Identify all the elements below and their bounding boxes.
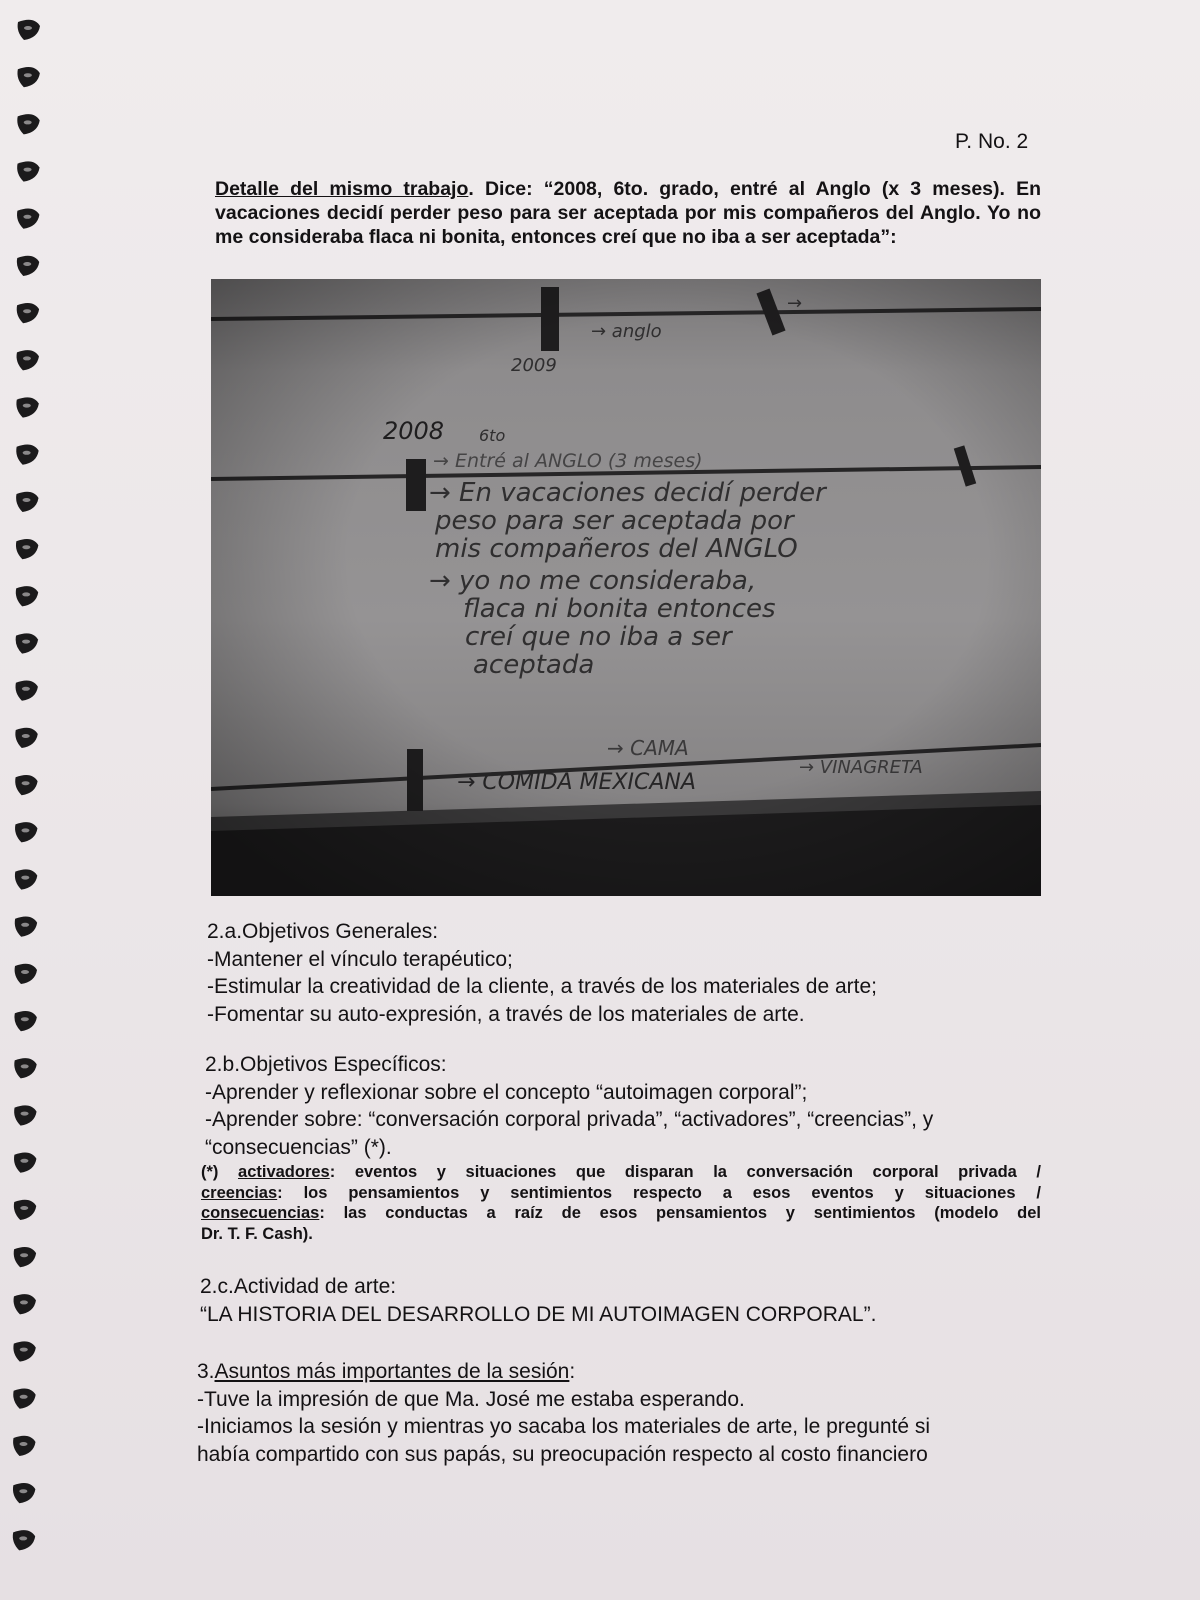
binding-ring bbox=[15, 964, 37, 984]
binding-ring bbox=[15, 775, 37, 795]
binding-ring bbox=[17, 303, 39, 323]
section-2a-item: -Mantener el vínculo terapéutico; bbox=[207, 947, 513, 971]
footnote-prefix: (*) bbox=[201, 1163, 239, 1181]
binding-ring bbox=[16, 633, 38, 653]
binding-ring bbox=[18, 20, 40, 40]
binding-ring bbox=[17, 161, 39, 181]
def-creencias: : los pensamientos y sentimientos respecto a esos eventos y situaciones / bbox=[277, 1183, 1041, 1202]
binding-ring bbox=[15, 728, 37, 748]
binding-ring bbox=[13, 1530, 35, 1550]
binding-ring bbox=[17, 350, 39, 370]
binding-ring bbox=[14, 1294, 36, 1314]
def-activadores: : eventos y situaciones que disparan la conversación corporal privada / bbox=[329, 1163, 1041, 1181]
binding-ring bbox=[17, 67, 39, 87]
binding-ring bbox=[15, 822, 37, 842]
footnote-citation: Dr. T. F. Cash). bbox=[201, 1224, 313, 1243]
term-creencias: creencias bbox=[201, 1183, 278, 1202]
def-consecuencias: : las conductas a raíz de esos pensamientos y sentimientos (modelo del bbox=[319, 1204, 1041, 1222]
section-3-number: 3. bbox=[197, 1360, 215, 1383]
intro-line-3: Anglo. Yo no me consideraba flaca ni bonita, entonces creí que no iba a ser bbox=[215, 202, 1041, 248]
binding-ring bbox=[17, 256, 39, 276]
binding-ring bbox=[13, 1436, 35, 1456]
timeline-photograph bbox=[211, 279, 1041, 896]
section-2c bbox=[200, 1273, 876, 1328]
binding-ring bbox=[17, 114, 39, 134]
section-2a bbox=[207, 918, 877, 1028]
binding-ring bbox=[16, 397, 38, 417]
section-3-item: había compartido con sus papás, su preocupación respecto al costo financiero bbox=[197, 1442, 928, 1466]
binding-ring bbox=[13, 1341, 35, 1361]
intro-line-4: aceptada”: bbox=[795, 226, 897, 248]
section-3 bbox=[197, 1358, 930, 1468]
section-2a-title: 2.a.Objetivos Generales: bbox=[207, 920, 439, 943]
section-2b-title: 2.b.Objetivos Específicos: bbox=[205, 1053, 447, 1076]
binding-ring bbox=[15, 869, 37, 889]
section-3-item: -Tuve la impresión de que Ma. José me estaba esperando. bbox=[197, 1387, 745, 1411]
page-number: P. No. 2 bbox=[955, 130, 1029, 153]
binding-ring bbox=[14, 1058, 36, 1078]
spiral-binding bbox=[0, 0, 60, 1600]
binding-ring bbox=[14, 1200, 36, 1220]
section-3-colon: : bbox=[569, 1360, 576, 1383]
intro-paragraph bbox=[215, 177, 1041, 249]
binding-ring bbox=[16, 539, 38, 559]
binding-ring bbox=[15, 917, 37, 937]
section-3-title: Asuntos más importantes de la sesión bbox=[214, 1360, 570, 1383]
section-2b bbox=[205, 1051, 933, 1161]
section-2b-item: -Aprender y reflexionar sobre el concepto “autoimagen corporal”; bbox=[205, 1080, 808, 1104]
intro-heading: Detalle del mismo trabajo bbox=[215, 178, 469, 200]
section-2b-item: -Aprender sobre: “conversación corporal privada”, “activadores”, “creencias”, y bbox=[205, 1108, 934, 1131]
binding-ring bbox=[17, 209, 39, 229]
footnote-definitions bbox=[201, 1162, 1041, 1244]
section-2c-activity: “LA HISTORIA DEL DESARROLLO DE MI AUTOIMAGEN CORPORAL”. bbox=[200, 1302, 877, 1326]
section-3-heading bbox=[197, 1358, 930, 1386]
section-2b-item: “consecuencias” (*). bbox=[205, 1135, 392, 1159]
binding-ring bbox=[14, 1011, 36, 1031]
section-3-item: -Iniciamos la sesión y mientras yo sacaba los materiales de arte, le pregunté si bbox=[197, 1415, 931, 1438]
binding-ring bbox=[16, 492, 38, 512]
section-2c-title: 2.c.Actividad de arte: bbox=[200, 1275, 397, 1298]
term-activadores: activadores bbox=[238, 1163, 330, 1181]
section-2a-item: -Fomentar su auto-expresión, a través de los materiales de arte. bbox=[207, 1002, 805, 1026]
binding-ring bbox=[13, 1389, 35, 1409]
binding-ring bbox=[16, 681, 38, 701]
term-consecuencias: consecuencias bbox=[201, 1204, 320, 1222]
binding-ring bbox=[16, 586, 38, 606]
binding-ring bbox=[16, 445, 38, 465]
intro-line-1: . Dice: “2008, 6to. grado, entré al Anglo (x 3 meses). bbox=[468, 178, 1005, 200]
binding-ring bbox=[13, 1483, 35, 1503]
section-2a-item: -Estimular la creatividad de la cliente, a través de los materiales de arte; bbox=[207, 975, 877, 998]
binding-ring bbox=[14, 1247, 36, 1267]
intro-line-2: En vacaciones decidí perder peso para ser aceptada por mis compañeros del bbox=[215, 178, 1041, 224]
binding-ring bbox=[14, 1153, 36, 1173]
binding-ring bbox=[14, 1105, 36, 1125]
